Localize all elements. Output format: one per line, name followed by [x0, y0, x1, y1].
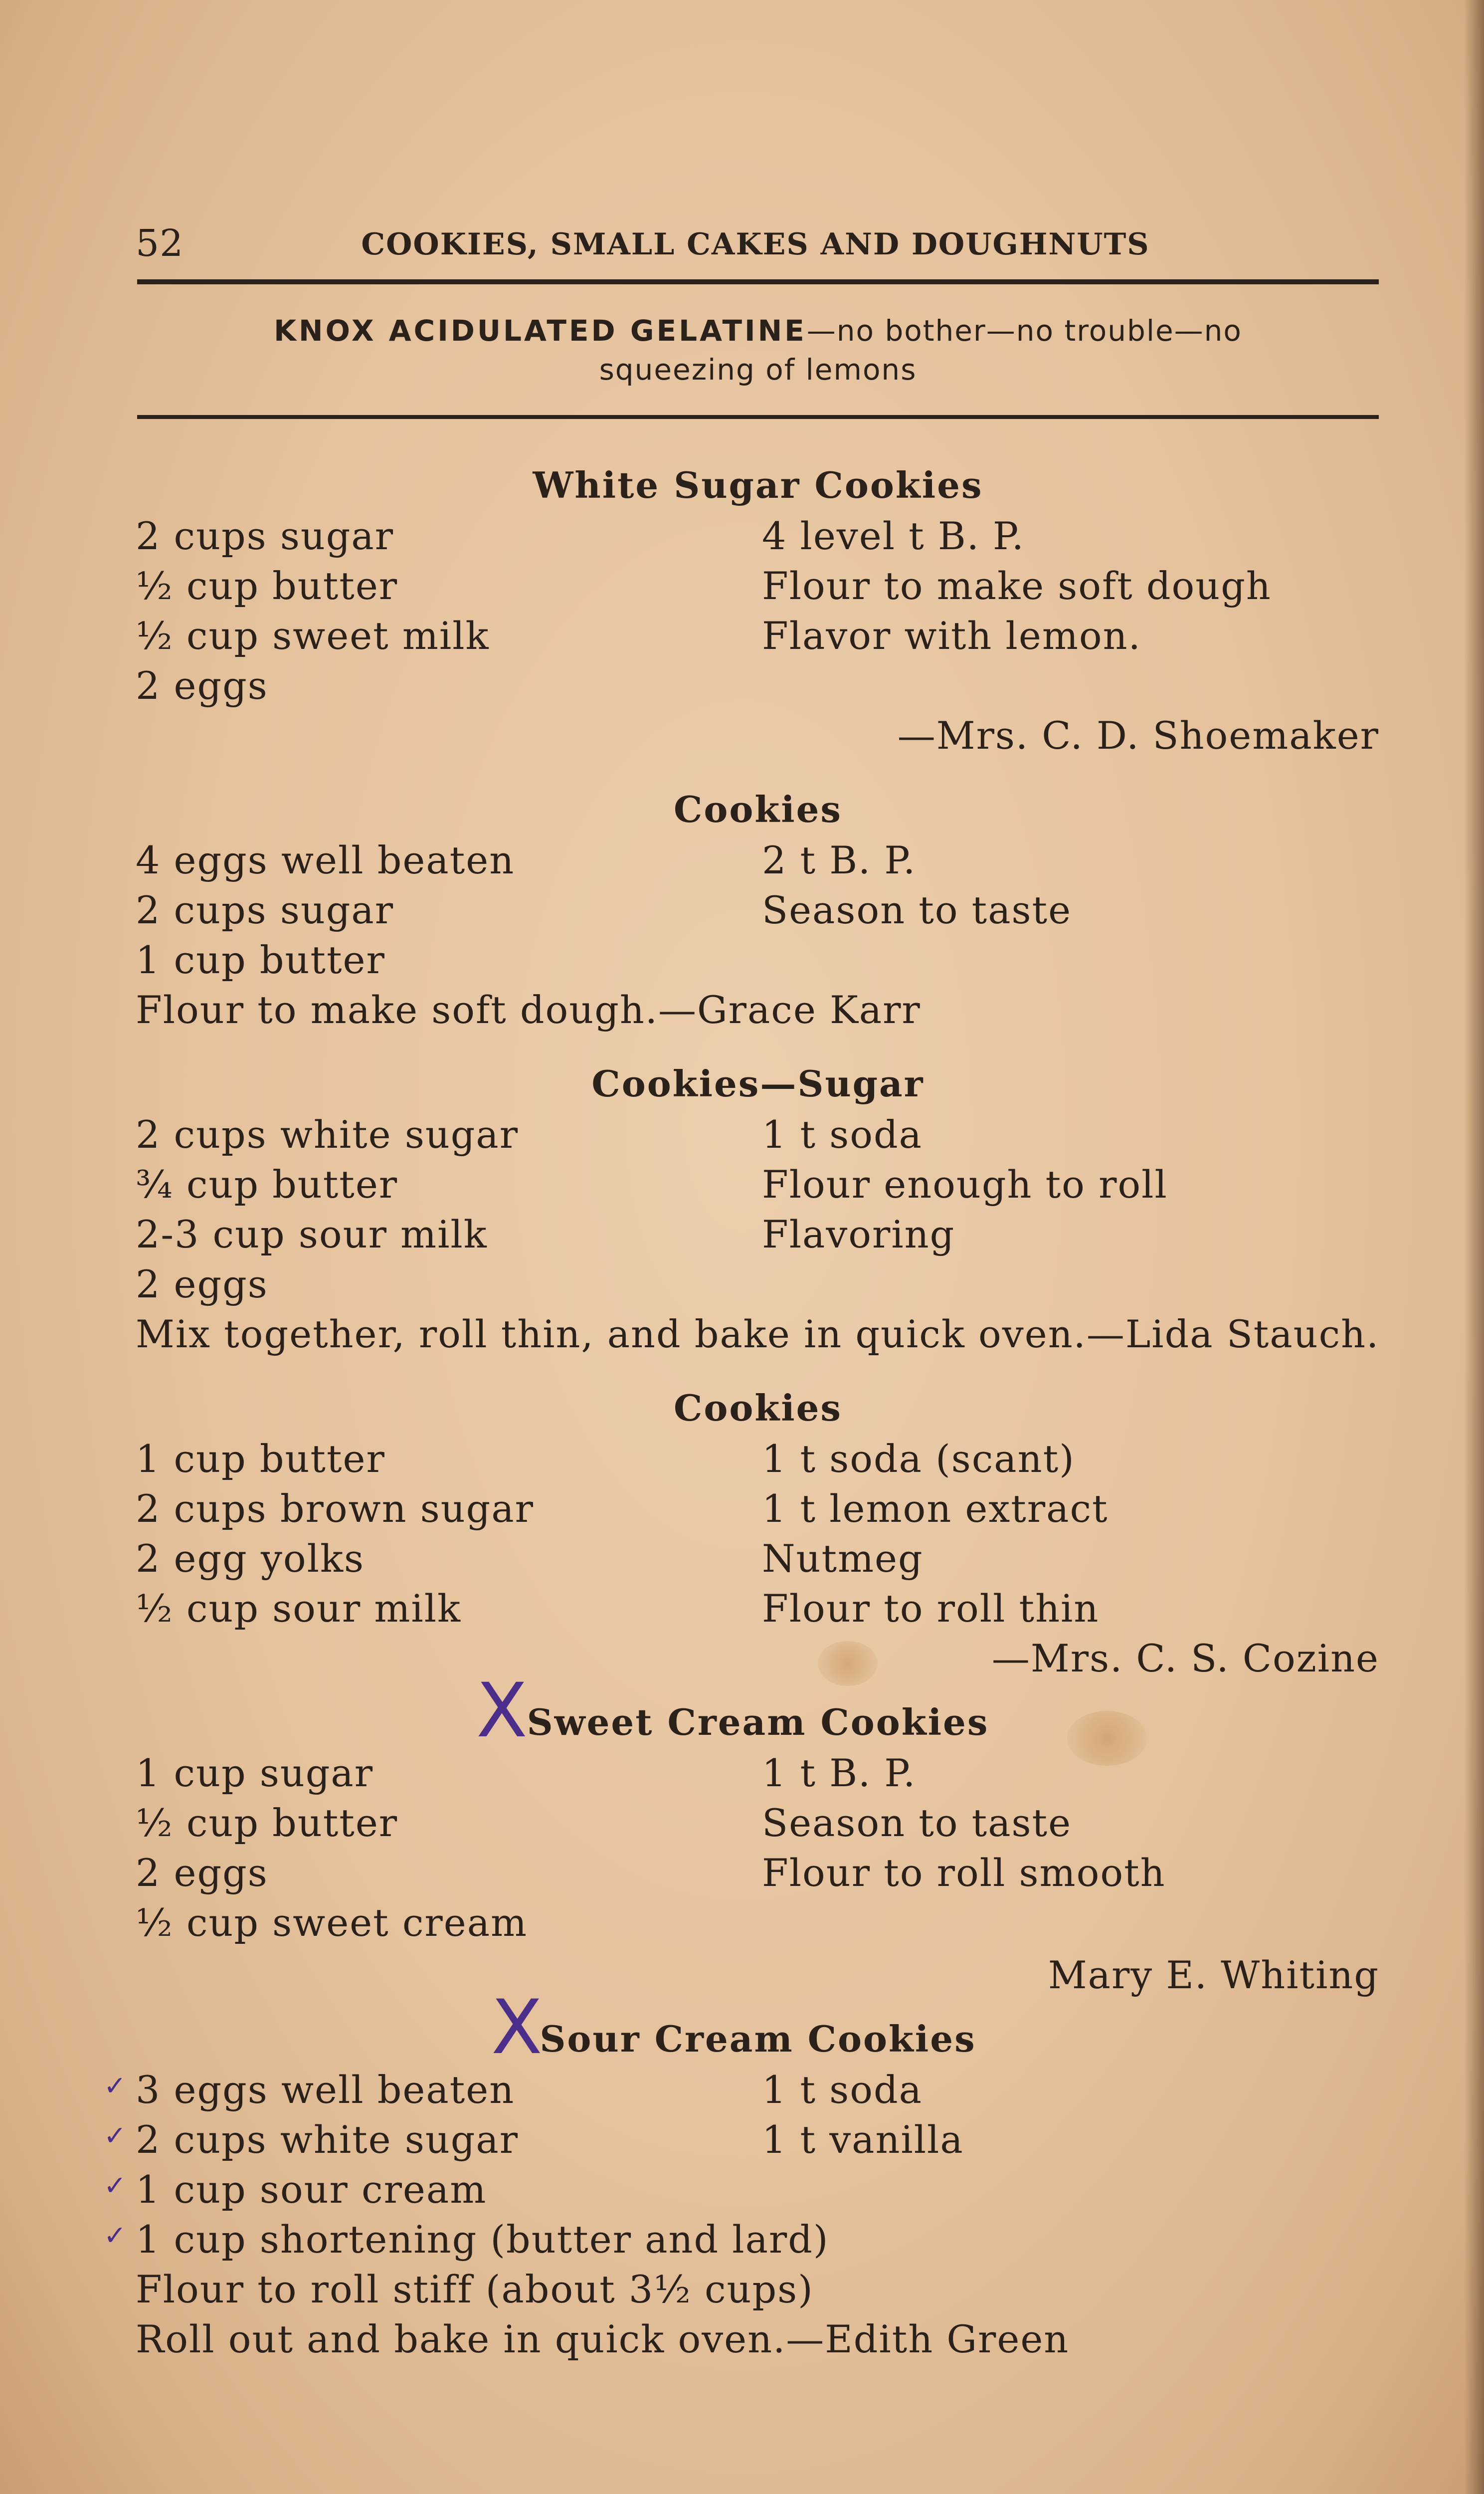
- ingredient: 1 t soda: [762, 2068, 923, 2112]
- ingredient: Flour enough to roll: [762, 1162, 1168, 1207]
- ingredient: ½ cup sweet cream: [136, 1900, 528, 1945]
- recipe-note: Roll out and bake in quick oven.—Edith Green: [136, 2317, 1070, 2361]
- ingredient: 2 t B. P.: [762, 838, 917, 882]
- ingredient: 1 t soda: [762, 1112, 923, 1157]
- page-stain: [818, 1641, 878, 1686]
- ingredient: Flour to make soft dough: [762, 564, 1272, 608]
- page-number: 52: [136, 222, 184, 265]
- recipe-title-cookies-sugar: Cookies—Sugar: [591, 1062, 925, 1105]
- advert-line-1-rest: —no bother—no trouble—no: [806, 314, 1242, 348]
- ingredient: 2 egg yolks: [136, 1536, 365, 1581]
- ingredient: 1 cup sugar: [136, 1751, 374, 1795]
- ingredient: 1 cup butter: [136, 938, 385, 982]
- ingredient: ½ cup sour milk: [136, 1586, 462, 1631]
- advert-brand: KNOX ACIDULATED GELATINE: [274, 314, 807, 348]
- recipe-title-cookies-2: Cookies: [674, 1387, 842, 1429]
- handwritten-x-mark: X: [491, 1984, 543, 2071]
- ingredient: Flour to roll smooth: [762, 1851, 1166, 1895]
- ingredient: 2 eggs: [136, 663, 268, 708]
- header-rule-bottom: [137, 415, 1379, 419]
- section-title: COOKIES, SMALL CAKES AND DOUGHNUTS: [361, 227, 1150, 262]
- handwritten-tick-mark: ✓: [104, 2120, 127, 2151]
- ingredient: 2 cups white sugar: [136, 1112, 519, 1157]
- handwritten-tick-mark: ✓: [104, 2170, 127, 2201]
- ingredient: 2 cups white sugar: [136, 2117, 519, 2162]
- ingredient: Flavor with lemon.: [762, 614, 1141, 658]
- ingredient: 2 eggs: [136, 1851, 268, 1895]
- ingredient: Season to taste: [762, 1801, 1072, 1845]
- ingredient: ¾ cup butter: [136, 1162, 398, 1207]
- ingredient: Flavoring: [762, 1212, 955, 1256]
- recipe-title-sour-cream-cookies: Sour Cream Cookies: [540, 2018, 976, 2060]
- recipe-attribution: Mary E. Whiting: [1048, 1953, 1379, 1997]
- header-rule-top: [137, 279, 1379, 284]
- ingredient: 2 cups sugar: [136, 888, 394, 932]
- ingredient: 2 eggs: [136, 1262, 268, 1306]
- ingredient: ½ cup butter: [136, 564, 398, 608]
- recipe-title-sweet-cream-cookies: Sweet Cream Cookies: [527, 1701, 989, 1743]
- ingredient: 1 t B. P.: [762, 1751, 917, 1795]
- ingredient: Flour to roll thin: [762, 1586, 1100, 1631]
- recipe-attribution: —Mrs. C. S. Cozine: [991, 1636, 1379, 1680]
- ingredient: 1 t soda (scant): [762, 1437, 1075, 1481]
- recipe-note: Flour to roll stiff (about 3½ cups): [136, 2267, 814, 2311]
- ingredient: Season to taste: [762, 888, 1072, 932]
- ingredient: 1 cup butter: [136, 1437, 385, 1481]
- ingredient: 1 t vanilla: [762, 2117, 964, 2162]
- ingredient: ½ cup butter: [136, 1801, 398, 1845]
- recipe-title-cookies: Cookies: [674, 788, 842, 831]
- advert-line-2: squeezing of lemons: [599, 353, 917, 387]
- ingredient: 3 eggs well beaten: [136, 2068, 515, 2112]
- ingredient: 2 cups sugar: [136, 514, 394, 558]
- recipe-note: Mix together, roll thin, and bake in quick oven.—Lida Stauch.: [136, 1312, 1380, 1356]
- ingredient: 1 cup sour cream: [136, 2167, 487, 2212]
- handwritten-x-mark: X: [476, 1667, 528, 1754]
- ingredient: Nutmeg: [762, 1536, 924, 1581]
- ingredient: 2-3 cup sour milk: [136, 1212, 488, 1256]
- recipe-note: Flour to make soft dough.—Grace Karr: [136, 988, 921, 1032]
- ingredient: 4 eggs well beaten: [136, 838, 515, 882]
- handwritten-tick-mark: ✓: [104, 2220, 127, 2251]
- ingredient: ½ cup sweet milk: [136, 614, 490, 658]
- handwritten-tick-mark: ✓: [104, 2070, 127, 2101]
- recipe-attribution: —Mrs. C. D. Shoemaker: [897, 713, 1379, 758]
- advert-line-1: [0, 310, 1484, 351]
- ingredient: 2 cups brown sugar: [136, 1486, 534, 1531]
- ingredient: 1 t lemon extract: [762, 1486, 1109, 1531]
- ingredient: 1 cup shortening (butter and lard): [136, 2217, 829, 2262]
- recipe-title-white-sugar-cookies: White Sugar Cookies: [533, 464, 983, 506]
- ingredient: 4 level t B. P.: [762, 514, 1025, 558]
